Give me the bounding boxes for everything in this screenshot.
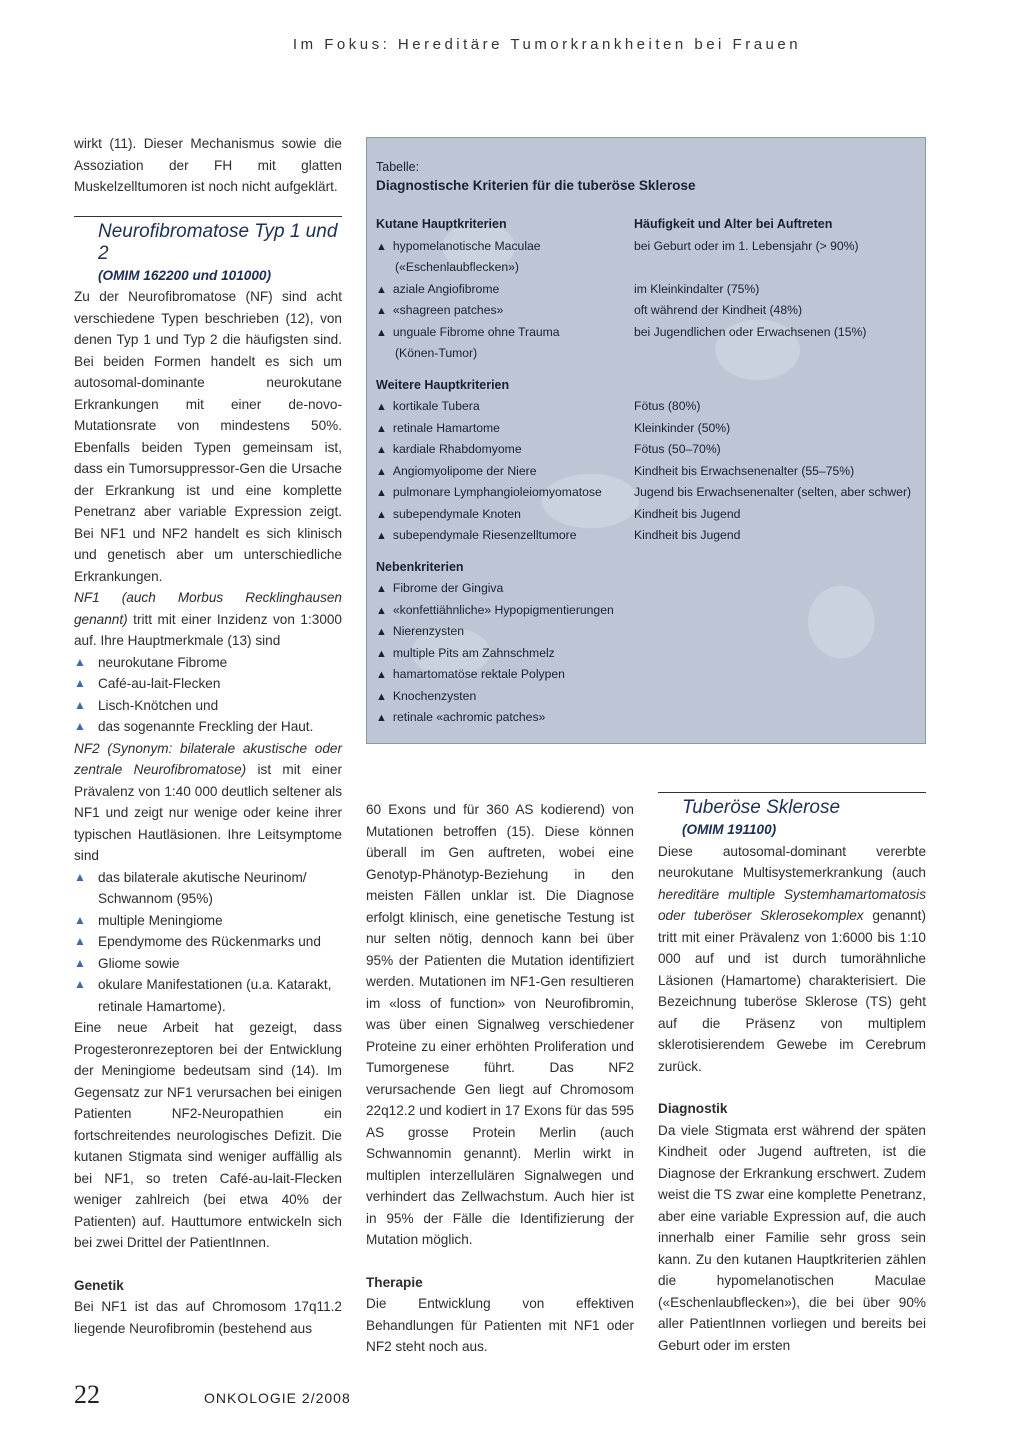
- table-row: [376, 396, 916, 418]
- criterion-cell: [376, 707, 626, 730]
- table-row: [376, 439, 916, 461]
- frequency-cell: Kindheit bis Jugend: [634, 506, 741, 521]
- frequency-cell: bei Jugendlichen oder Erwachsenen (15%): [634, 324, 867, 339]
- triangle-bullet-icon: ▲: [74, 654, 86, 669]
- criterion-text: retinale Hamartome: [392, 420, 500, 435]
- table-row: [376, 664, 916, 686]
- table-row: [376, 322, 916, 344]
- table-row: [376, 343, 916, 365]
- frequency-cell: Kleinkinder (50%): [634, 420, 731, 435]
- table-label: Tabelle:: [376, 160, 420, 174]
- criterion-text: kortikale Tubera: [392, 399, 480, 413]
- ts-intro-text-a: Diese autosomal-dominant vererbte neurokutane Multisystemerkrankung (auch: [658, 843, 926, 880]
- genetik-paragraph: Bei NF1 ist das auf Chromosom 17q11.2 liegende Neurofibromin (bestehend aus: [74, 1299, 342, 1336]
- section-title-tuberoese-sklerose: Tuberöse Sklerose: [682, 797, 841, 818]
- criterion-cell: [376, 643, 626, 666]
- table-row: [376, 686, 916, 708]
- triangle-bullet-icon: ▲: [376, 465, 387, 478]
- list-item: [74, 695, 342, 717]
- criterion-cell: [376, 322, 626, 345]
- table-header-row: [376, 214, 916, 236]
- list-item-text: Gliome sowie: [98, 955, 180, 971]
- nf1-feature-list: [74, 652, 342, 738]
- frequency-cell: Kindheit bis Erwachsenenalter (55–75%): [634, 463, 855, 478]
- triangle-bullet-icon: ▲: [376, 508, 387, 521]
- triangle-bullet-icon: ▲: [74, 977, 86, 991]
- triangle-bullet-icon: ▲: [376, 583, 387, 595]
- frequency-cell: Fötus (50–70%): [634, 442, 721, 456]
- therapie-paragraph: Die Entwicklung von effektiven Behandlungen für Patienten mit NF1 oder NF2 steht noch aus.: [366, 1296, 634, 1354]
- table-row: [376, 257, 916, 279]
- list-item-text: Lisch-Knötchen und: [98, 697, 219, 713]
- triangle-bullet-icon: ▲: [74, 697, 86, 712]
- list-item: [74, 867, 342, 910]
- section-title-neurofibromatose: Neurofibromatose Typ 1 und 2: [98, 220, 338, 264]
- triangle-bullet-icon: ▲: [74, 676, 86, 690]
- list-item: [74, 716, 342, 738]
- triangle-bullet-icon: ▲: [376, 647, 387, 660]
- criterion-text: hypomelanotische Maculae: [392, 238, 541, 253]
- table-row: [376, 482, 916, 504]
- criterion-text: unguale Fibrome ohne Trauma: [392, 324, 560, 339]
- nf1-paragraph: [74, 587, 342, 652]
- ts-intro-text-b: genannt) tritt mit einer Prävalenz von 1:6000 bis 1:10 000 auf und ist durch tumorähnliche Läsionen (Hamartome) charakterisiert. Die Bezeichnung tuberöse Sklerose (TS) geht auf die Präsenz von multiplem sklerotisierendem Gewebe im Cerebrum zurück.: [658, 908, 926, 1074]
- triangle-bullet-icon: ▲: [74, 955, 86, 970]
- ts-synonym: hereditäre multiple Systemhamartomatosis oder tuberöser Sklerosekomplex: [658, 886, 926, 923]
- section-subtitle-omim: (OMIM 162200 und 101000): [98, 267, 272, 283]
- table-header-cell: Weitere Hauptkriterien: [376, 377, 510, 392]
- table-row: [376, 418, 916, 440]
- frequency-cell: oft während der Kindheit (48%): [634, 303, 803, 317]
- triangle-bullet-icon: ▲: [376, 626, 387, 638]
- table-row: [376, 578, 916, 600]
- criterion-cell: [376, 257, 626, 279]
- nf1-term: NF1: [74, 590, 100, 605]
- frequency-cell: Fötus (80%): [634, 399, 701, 413]
- running-header: Im Fokus: Hereditäre Tumorkrankheiten bei Frauen: [292, 36, 802, 53]
- frequency-cell: Kindheit bis Jugend: [634, 528, 741, 542]
- list-item-text: multiple Meningiome: [98, 912, 223, 928]
- criteria-table: [366, 137, 926, 744]
- list-item: [74, 673, 342, 695]
- criterion-cell: [376, 600, 626, 623]
- criterion-cell: [376, 236, 626, 259]
- heading-genetik: Genetik: [74, 1277, 124, 1293]
- criterion-cell: [376, 686, 626, 709]
- triangle-bullet-icon: ▲: [74, 934, 86, 948]
- section-rule: [658, 792, 926, 793]
- list-item: [74, 652, 342, 674]
- criterion-text: (Könen-Tumor): [395, 346, 478, 360]
- table-row: [376, 643, 916, 665]
- triangle-bullet-icon: ▲: [74, 912, 86, 927]
- nf2-detail-paragraph: Eine neue Arbeit hat gezeigt, dass Progesteronrezeptoren bei der Entwicklung der Meningiome bedeutsam sind (14). Im Gegensatz zur NF1 verursachen bei einigen Patienten NF2-Neuropathien ein fortschreitendes neurologisches Defizit. Die kutanen Stigmata sind weniger auffällig als bei NF1, so treten Café-au-lait-Flecken weniger zahlreich (bei etwa 40% der Patienten) auf. Hauttumore entwickeln sich bei zwei Drittel der PatientInnen.: [74, 1020, 342, 1250]
- table-row: [376, 707, 916, 729]
- triangle-bullet-icon: ▲: [376, 712, 387, 724]
- criterion-text: Fibrome der Gingiva: [392, 581, 504, 595]
- triangle-bullet-icon: ▲: [376, 240, 387, 253]
- triangle-bullet-icon: ▲: [74, 869, 86, 884]
- heading-therapie: Therapie: [366, 1274, 423, 1290]
- frequency-cell: Jugend bis Erwachsenenalter (selten, aber schwer): [634, 485, 912, 499]
- table-header-row: [376, 375, 916, 397]
- nf2-paragraph: [74, 738, 342, 867]
- criterion-cell: [376, 279, 626, 302]
- frequency-cell: im Kleinkindalter (75%): [634, 281, 760, 296]
- nf-intro-paragraph: Zu der Neurofibromatose (NF) sind acht verschiedene Typen beschrieben (12), von denen Typ 1 und Typ 2 die häufigsten sind. Bei beiden Formen handelt es sich um autosomal-dominante neurokutane Erkrankungen mit einer de-novo-Mutationsrate von mindestens 50%. Ebenfalls beiden Typen gemeinsam ist, dass ein Tumorsuppressor-Gen die Ursache der Erkrankung ist und eine komplette Penetranz aber variable Expression zeigt. Bei NF1 und NF2 handelt es sich klinisch und genetisch aber um unterschiedliche Erkrankungen.: [74, 289, 342, 584]
- triangle-bullet-icon: ▲: [376, 422, 387, 435]
- column-right: [658, 792, 926, 1356]
- criterion-text: hamartomatöse rektale Polypen: [392, 667, 565, 681]
- criterion-cell: [376, 621, 626, 644]
- criterion-cell: [376, 461, 626, 484]
- heading-diagnostik: Diagnostik: [658, 1101, 728, 1116]
- criterion-text: aziale Angiofibrome: [392, 281, 500, 296]
- genetik-continued-paragraph: 60 Exons und für 360 AS kodierend) von Mutationen betroffen (15). Diese können überall im Gen auftreten, wobei eine Genotyp-Phänotyp-Beziehung in den meisten Fällen unklar ist. Die Diagnose erfolgt klinisch, eine genetische Testung ist nur selten nötig, dennoch kann bei über 95% der Patienten die Mutation identifiziert werden. Mutationen im NF1-Gen resultieren im «loss of function» von Neurofibromin, was über einen Signalweg verschiedener Proteine zu einer erhöhten Proliferation und Tumorgenese führt. Das NF2 verursachende Gen liegt auf Chromosom 22q12.2 und kodiert in 17 Exons für das 595 AS grosse Protein Merlin (auch Schwannomin genannt). Merlin wirkt in multiplen interzellulären Signalwegen und verhindert das Zellwachstum. Auch hier ist in 95% der Fälle die Identifizierung der Mutation möglich.: [366, 802, 634, 1247]
- list-item-text: okulare Manifestationen (u.a. Katarakt, retinale Hamartome).: [98, 977, 332, 1014]
- intro-paragraph: wirkt (11). Dieser Mechanismus sowie die Assoziation der FH mit glatten Muskelzelltumoren ist noch nicht aufgeklärt.: [74, 136, 342, 194]
- journal-name: ONKOLOGIE 2/2008: [204, 1390, 351, 1406]
- triangle-bullet-icon: ▲: [376, 305, 387, 317]
- triangle-bullet-icon: ▲: [376, 530, 387, 542]
- triangle-bullet-icon: ▲: [74, 719, 86, 733]
- diagnostik-paragraph: Da viele Stigmata erst während der späten Kindheit oder Jugend auftreten, ist die Diagnose der Erkrankung erschwert. Zudem weist die TS zwar eine komplette Penetranz, aber eine variable Expression auf, die auch innerhalb einer Familie sehr gross sein kann. Zu den kutanen Hauptkriterien zählen die hypomelanotischen Maculae («Eschenlaubflecken»), die bei über 90% aller PatientInnen vorliegen und bereits bei Geburt oder im ersten: [658, 1122, 926, 1353]
- criterion-cell: [376, 664, 626, 687]
- nf2-term: NF2: [74, 740, 100, 756]
- column-middle: [366, 799, 634, 1358]
- list-item-text: Ependymome des Rückenmarks und: [98, 934, 321, 949]
- list-item-text: das sogenannte Freckling der Haut.: [98, 719, 314, 734]
- criterion-cell: [376, 525, 626, 548]
- triangle-bullet-icon: ▲: [376, 326, 387, 339]
- criterion-cell: [376, 300, 626, 323]
- list-item-text: das bilaterale akutische Neurinom/ Schwannom (95%): [98, 869, 307, 906]
- list-item: [74, 910, 342, 932]
- frequency-cell: bei Geburt oder im 1. Lebensjahr (> 90%): [634, 238, 859, 253]
- nf2-synonym: (Synonym: bilaterale akustische oder zentrale Neurofibromatose): [74, 740, 342, 777]
- triangle-bullet-icon: ▲: [376, 669, 387, 681]
- list-item-text: neurokutane Fibrome: [98, 654, 228, 670]
- criterion-cell: [376, 578, 626, 601]
- criterion-text: Angiomyolipome der Niere: [392, 463, 537, 478]
- ts-intro-paragraph: [658, 841, 926, 1078]
- triangle-bullet-icon: ▲: [376, 401, 387, 413]
- criterion-cell: [376, 439, 626, 462]
- triangle-bullet-icon: ▲: [376, 604, 387, 617]
- criterion-text: «shagreen patches»: [392, 303, 504, 317]
- list-item: [74, 974, 342, 1017]
- criterion-text: kardiale Rhabdomyome: [392, 442, 522, 456]
- criterion-text: («Eschenlaubflecken»): [395, 260, 519, 274]
- nf2-symptom-list: [74, 867, 342, 1018]
- table-row: [376, 600, 916, 622]
- list-item: [74, 953, 342, 975]
- triangle-bullet-icon: ▲: [376, 283, 387, 296]
- section-rule: [74, 216, 342, 217]
- column-left: [74, 133, 342, 1339]
- criterion-cell: [376, 482, 626, 505]
- table-row: [376, 279, 916, 301]
- nf2-text: ist mit einer Prävalenz von 1:40 000 deutlich seltener als NF1 und zeigt nur wenige oder keine ihrer typischen Hautläsionen. Ihre Leitsymptome sind: [74, 762, 342, 863]
- criterion-cell: [376, 396, 626, 419]
- criterion-text: subependymale Riesenzelltumore: [392, 528, 577, 542]
- list-item: [74, 931, 342, 953]
- list-item-text: Café-au-lait-Flecken: [98, 676, 221, 691]
- table-header-cell: Nebenkriterien: [376, 559, 464, 574]
- triangle-bullet-icon: ▲: [376, 444, 387, 456]
- criterion-text: multiple Pits am Zahnschmelz: [392, 645, 555, 660]
- criterion-text: Knochenzysten: [392, 688, 477, 703]
- table-row: [376, 525, 916, 547]
- table-header-cell: Kutane Hauptkriterien: [376, 217, 507, 231]
- table-row: [376, 461, 916, 483]
- page-number: 22: [74, 1380, 100, 1409]
- table-header-cell: Häufigkeit und Alter bei Auftreten: [634, 217, 833, 231]
- triangle-bullet-icon: ▲: [376, 690, 387, 703]
- table-title: Diagnostische Kriterien für die tuberöse Sklerose: [376, 178, 696, 193]
- table-row: [376, 621, 916, 643]
- triangle-bullet-icon: ▲: [376, 487, 387, 499]
- nf1-synonym: (auch Morbus Recklinghausen genannt): [74, 590, 342, 627]
- criterion-text: «konfettiähnliche» Hypopigmentierungen: [392, 602, 614, 617]
- criterion-cell: [376, 504, 626, 527]
- table-header-row: [376, 557, 916, 579]
- criterion-cell: [376, 418, 626, 441]
- table-row: [376, 236, 916, 258]
- section-subtitle-omim: (OMIM 191100): [682, 822, 777, 837]
- criterion-text: retinale «achromic patches»: [392, 710, 546, 724]
- criterion-text: Nierenzysten: [392, 624, 465, 638]
- criterion-cell: [376, 343, 626, 365]
- criterion-text: subependymale Knoten: [392, 506, 521, 521]
- nf1-text: tritt mit einer Inzidenz von 1:3000 auf. Ihre Hauptmerkmale (13) sind: [74, 611, 342, 648]
- table-row: [376, 300, 916, 322]
- criterion-text: pulmonare Lymphangioleiomyomatose: [392, 485, 602, 499]
- table-row: [376, 504, 916, 526]
